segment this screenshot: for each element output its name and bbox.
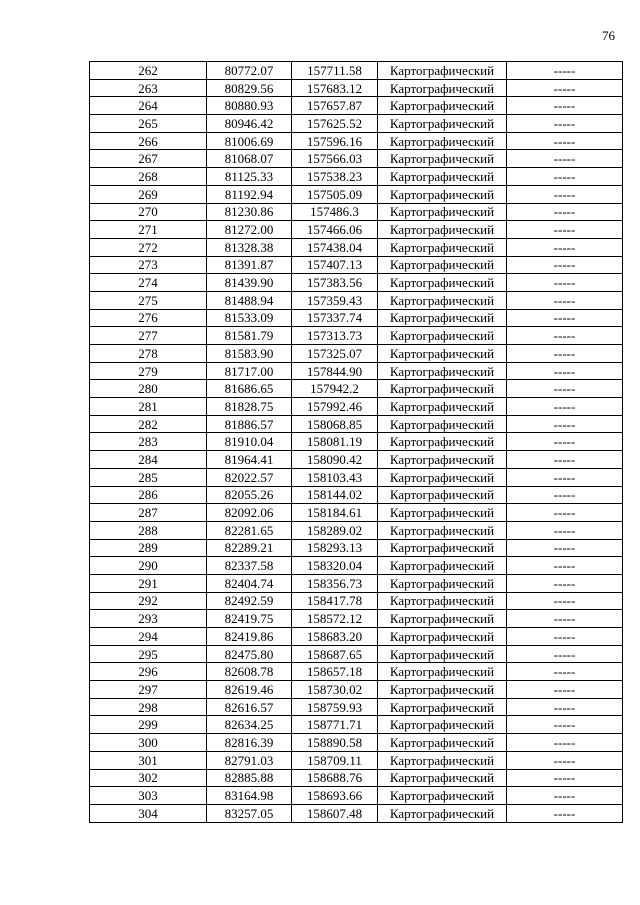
point-number-cell: 293 <box>90 610 207 628</box>
point-number-cell: 296 <box>90 663 207 681</box>
method-cell: Картографический <box>378 398 507 416</box>
y-coordinate-cell: 158320.04 <box>292 557 378 575</box>
y-coordinate-cell: 157942.2 <box>292 380 378 398</box>
method-cell: Картографический <box>378 433 507 451</box>
precision-cell: ----- <box>507 521 623 539</box>
precision-cell: ----- <box>507 681 623 699</box>
point-number-cell: 284 <box>90 451 207 469</box>
precision-cell: ----- <box>507 62 623 80</box>
method-cell: Картографический <box>378 132 507 150</box>
table-row <box>90 539 623 557</box>
x-coordinate-cell: 81230.86 <box>207 203 292 221</box>
precision-cell: ----- <box>507 203 623 221</box>
table-row <box>90 681 623 699</box>
method-cell: Картографический <box>378 504 507 522</box>
table-row <box>90 398 623 416</box>
method-cell: Картографический <box>378 380 507 398</box>
method-cell: Картографический <box>378 362 507 380</box>
point-number-cell: 288 <box>90 521 207 539</box>
method-cell: Картографический <box>378 309 507 327</box>
x-coordinate-cell: 82791.03 <box>207 751 292 769</box>
precision-cell: ----- <box>507 787 623 805</box>
table-row <box>90 504 623 522</box>
method-cell: Картографический <box>378 274 507 292</box>
table-row <box>90 557 623 575</box>
table-row <box>90 734 623 752</box>
point-number-cell: 266 <box>90 132 207 150</box>
method-cell: Картографический <box>378 345 507 363</box>
y-coordinate-cell: 158709.11 <box>292 751 378 769</box>
x-coordinate-cell: 82281.65 <box>207 521 292 539</box>
table-row <box>90 168 623 186</box>
point-number-cell: 270 <box>90 203 207 221</box>
method-cell: Картографический <box>378 645 507 663</box>
x-coordinate-cell: 80772.07 <box>207 62 292 80</box>
precision-cell: ----- <box>507 645 623 663</box>
precision-cell: ----- <box>507 132 623 150</box>
x-coordinate-cell: 81272.00 <box>207 221 292 239</box>
x-coordinate-cell: 81828.75 <box>207 398 292 416</box>
x-coordinate-cell: 81391.87 <box>207 256 292 274</box>
y-coordinate-cell: 157625.52 <box>292 115 378 133</box>
precision-cell: ----- <box>507 557 623 575</box>
x-coordinate-cell: 82634.25 <box>207 716 292 734</box>
precision-cell: ----- <box>507 398 623 416</box>
x-coordinate-cell: 80946.42 <box>207 115 292 133</box>
point-number-cell: 280 <box>90 380 207 398</box>
method-cell: Картографический <box>378 150 507 168</box>
table-row <box>90 574 623 592</box>
table-row <box>90 415 623 433</box>
point-number-cell: 263 <box>90 79 207 97</box>
precision-cell: ----- <box>507 451 623 469</box>
point-number-cell: 295 <box>90 645 207 663</box>
precision-cell: ----- <box>507 663 623 681</box>
x-coordinate-cell: 82337.58 <box>207 557 292 575</box>
table-row <box>90 203 623 221</box>
point-number-cell: 287 <box>90 504 207 522</box>
x-coordinate-cell: 82419.86 <box>207 628 292 646</box>
y-coordinate-cell: 157325.07 <box>292 345 378 363</box>
point-number-cell: 265 <box>90 115 207 133</box>
table-row <box>90 362 623 380</box>
method-cell: Картографический <box>378 574 507 592</box>
table-row <box>90 592 623 610</box>
x-coordinate-cell: 82289.21 <box>207 539 292 557</box>
y-coordinate-cell: 157359.43 <box>292 291 378 309</box>
method-cell: Картографический <box>378 486 507 504</box>
precision-cell: ----- <box>507 628 623 646</box>
table-row <box>90 256 623 274</box>
precision-cell: ----- <box>507 734 623 752</box>
y-coordinate-cell: 158090.42 <box>292 451 378 469</box>
precision-cell: ----- <box>507 769 623 787</box>
x-coordinate-cell: 81717.00 <box>207 362 292 380</box>
method-cell: Картографический <box>378 327 507 345</box>
y-coordinate-cell: 157486.3 <box>292 203 378 221</box>
x-coordinate-cell: 81006.69 <box>207 132 292 150</box>
method-cell: Картографический <box>378 539 507 557</box>
x-coordinate-cell: 82885.88 <box>207 769 292 787</box>
x-coordinate-cell: 82608.78 <box>207 663 292 681</box>
table-row <box>90 380 623 398</box>
y-coordinate-cell: 157383.56 <box>292 274 378 292</box>
x-coordinate-cell: 81583.90 <box>207 345 292 363</box>
precision-cell: ----- <box>507 291 623 309</box>
precision-cell: ----- <box>507 221 623 239</box>
point-number-cell: 303 <box>90 787 207 805</box>
x-coordinate-cell: 81192.94 <box>207 185 292 203</box>
method-cell: Картографический <box>378 681 507 699</box>
y-coordinate-cell: 157683.12 <box>292 79 378 97</box>
point-number-cell: 269 <box>90 185 207 203</box>
y-coordinate-cell: 157844.90 <box>292 362 378 380</box>
precision-cell: ----- <box>507 274 623 292</box>
x-coordinate-cell: 81686.65 <box>207 380 292 398</box>
precision-cell: ----- <box>507 751 623 769</box>
table-row <box>90 433 623 451</box>
table-row <box>90 97 623 115</box>
method-cell: Картографический <box>378 203 507 221</box>
point-number-cell: 278 <box>90 345 207 363</box>
x-coordinate-cell: 82616.57 <box>207 698 292 716</box>
table-row <box>90 309 623 327</box>
method-cell: Картографический <box>378 291 507 309</box>
y-coordinate-cell: 158293.13 <box>292 539 378 557</box>
page-number: 76 <box>602 28 615 43</box>
y-coordinate-cell: 157711.58 <box>292 62 378 80</box>
x-coordinate-cell: 81964.41 <box>207 451 292 469</box>
x-coordinate-cell: 80880.93 <box>207 97 292 115</box>
x-coordinate-cell: 82419.75 <box>207 610 292 628</box>
point-number-cell: 291 <box>90 574 207 592</box>
precision-cell: ----- <box>507 504 623 522</box>
point-number-cell: 297 <box>90 681 207 699</box>
point-number-cell: 267 <box>90 150 207 168</box>
x-coordinate-cell: 81886.57 <box>207 415 292 433</box>
point-number-cell: 268 <box>90 168 207 186</box>
y-coordinate-cell: 158730.02 <box>292 681 378 699</box>
method-cell: Картографический <box>378 256 507 274</box>
y-coordinate-cell: 158759.93 <box>292 698 378 716</box>
table-row <box>90 486 623 504</box>
y-coordinate-cell: 157538.23 <box>292 168 378 186</box>
y-coordinate-cell: 158693.66 <box>292 787 378 805</box>
method-cell: Картографический <box>378 557 507 575</box>
precision-cell: ----- <box>507 327 623 345</box>
table-row <box>90 521 623 539</box>
table-row <box>90 663 623 681</box>
precision-cell: ----- <box>507 168 623 186</box>
point-number-cell: 301 <box>90 751 207 769</box>
precision-cell: ----- <box>507 238 623 256</box>
precision-cell: ----- <box>507 97 623 115</box>
method-cell: Картографический <box>378 62 507 80</box>
point-number-cell: 298 <box>90 698 207 716</box>
x-coordinate-cell: 82475.80 <box>207 645 292 663</box>
y-coordinate-cell: 158081.19 <box>292 433 378 451</box>
point-number-cell: 279 <box>90 362 207 380</box>
y-coordinate-cell: 158688.76 <box>292 769 378 787</box>
method-cell: Картографический <box>378 521 507 539</box>
y-coordinate-cell: 157407.13 <box>292 256 378 274</box>
y-coordinate-cell: 158607.48 <box>292 804 378 822</box>
x-coordinate-cell: 81910.04 <box>207 433 292 451</box>
method-cell: Картографический <box>378 804 507 822</box>
table-row <box>90 645 623 663</box>
method-cell: Картографический <box>378 734 507 752</box>
precision-cell: ----- <box>507 716 623 734</box>
method-cell: Картографический <box>378 451 507 469</box>
table-row <box>90 238 623 256</box>
precision-cell: ----- <box>507 115 623 133</box>
x-coordinate-cell: 81125.33 <box>207 168 292 186</box>
table-row <box>90 804 623 822</box>
method-cell: Картографический <box>378 468 507 486</box>
precision-cell: ----- <box>507 486 623 504</box>
point-number-cell: 277 <box>90 327 207 345</box>
point-number-cell: 264 <box>90 97 207 115</box>
point-number-cell: 289 <box>90 539 207 557</box>
method-cell: Картографический <box>378 221 507 239</box>
y-coordinate-cell: 157466.06 <box>292 221 378 239</box>
precision-cell: ----- <box>507 610 623 628</box>
y-coordinate-cell: 158144.02 <box>292 486 378 504</box>
precision-cell: ----- <box>507 804 623 822</box>
point-number-cell: 294 <box>90 628 207 646</box>
y-coordinate-cell: 157505.09 <box>292 185 378 203</box>
method-cell: Картографический <box>378 610 507 628</box>
x-coordinate-cell: 82404.74 <box>207 574 292 592</box>
y-coordinate-cell: 158103.43 <box>292 468 378 486</box>
precision-cell: ----- <box>507 433 623 451</box>
table-row <box>90 769 623 787</box>
table-row <box>90 716 623 734</box>
x-coordinate-cell: 82092.06 <box>207 504 292 522</box>
precision-cell: ----- <box>507 345 623 363</box>
x-coordinate-cell: 80829.56 <box>207 79 292 97</box>
method-cell: Картографический <box>378 185 507 203</box>
table-row <box>90 221 623 239</box>
x-coordinate-cell: 81439.90 <box>207 274 292 292</box>
y-coordinate-cell: 158683.20 <box>292 628 378 646</box>
point-number-cell: 276 <box>90 309 207 327</box>
y-coordinate-cell: 158184.61 <box>292 504 378 522</box>
y-coordinate-cell: 157992.46 <box>292 398 378 416</box>
coordinates-table-body <box>90 62 623 823</box>
point-number-cell: 282 <box>90 415 207 433</box>
method-cell: Картографический <box>378 698 507 716</box>
precision-cell: ----- <box>507 415 623 433</box>
precision-cell: ----- <box>507 362 623 380</box>
table-row <box>90 787 623 805</box>
y-coordinate-cell: 157657.87 <box>292 97 378 115</box>
precision-cell: ----- <box>507 574 623 592</box>
y-coordinate-cell: 157337.74 <box>292 309 378 327</box>
point-number-cell: 285 <box>90 468 207 486</box>
table-row <box>90 291 623 309</box>
precision-cell: ----- <box>507 185 623 203</box>
table-row <box>90 79 623 97</box>
x-coordinate-cell: 81068.07 <box>207 150 292 168</box>
x-coordinate-cell: 82022.57 <box>207 468 292 486</box>
method-cell: Картографический <box>378 238 507 256</box>
x-coordinate-cell: 81533.09 <box>207 309 292 327</box>
method-cell: Картографический <box>378 751 507 769</box>
table-row <box>90 468 623 486</box>
x-coordinate-cell: 82055.26 <box>207 486 292 504</box>
y-coordinate-cell: 158417.78 <box>292 592 378 610</box>
y-coordinate-cell: 158771.71 <box>292 716 378 734</box>
point-number-cell: 292 <box>90 592 207 610</box>
precision-cell: ----- <box>507 468 623 486</box>
point-number-cell: 304 <box>90 804 207 822</box>
point-number-cell: 300 <box>90 734 207 752</box>
method-cell: Картографический <box>378 415 507 433</box>
precision-cell: ----- <box>507 256 623 274</box>
y-coordinate-cell: 158356.73 <box>292 574 378 592</box>
x-coordinate-cell: 81488.94 <box>207 291 292 309</box>
precision-cell: ----- <box>507 79 623 97</box>
method-cell: Картографический <box>378 716 507 734</box>
method-cell: Картографический <box>378 769 507 787</box>
x-coordinate-cell: 82619.46 <box>207 681 292 699</box>
precision-cell: ----- <box>507 150 623 168</box>
y-coordinate-cell: 157438.04 <box>292 238 378 256</box>
method-cell: Картографический <box>378 787 507 805</box>
y-coordinate-cell: 158289.02 <box>292 521 378 539</box>
point-number-cell: 274 <box>90 274 207 292</box>
precision-cell: ----- <box>507 539 623 557</box>
table-row <box>90 274 623 292</box>
point-number-cell: 272 <box>90 238 207 256</box>
point-number-cell: 275 <box>90 291 207 309</box>
x-coordinate-cell: 82492.59 <box>207 592 292 610</box>
x-coordinate-cell: 81328.38 <box>207 238 292 256</box>
table-row <box>90 610 623 628</box>
method-cell: Картографический <box>378 628 507 646</box>
point-number-cell: 302 <box>90 769 207 787</box>
precision-cell: ----- <box>507 698 623 716</box>
method-cell: Картографический <box>378 115 507 133</box>
table-row <box>90 185 623 203</box>
table-row <box>90 628 623 646</box>
table-row <box>90 698 623 716</box>
table-row <box>90 132 623 150</box>
method-cell: Картографический <box>378 79 507 97</box>
x-coordinate-cell: 83164.98 <box>207 787 292 805</box>
precision-cell: ----- <box>507 380 623 398</box>
precision-cell: ----- <box>507 592 623 610</box>
table-row <box>90 327 623 345</box>
coordinates-table <box>89 61 623 823</box>
method-cell: Картографический <box>378 592 507 610</box>
table-row <box>90 115 623 133</box>
y-coordinate-cell: 158687.65 <box>292 645 378 663</box>
table-row <box>90 451 623 469</box>
y-coordinate-cell: 158890.58 <box>292 734 378 752</box>
method-cell: Картографический <box>378 168 507 186</box>
table-row <box>90 62 623 80</box>
x-coordinate-cell: 82816.39 <box>207 734 292 752</box>
y-coordinate-cell: 157596.16 <box>292 132 378 150</box>
table-row <box>90 150 623 168</box>
y-coordinate-cell: 158657.18 <box>292 663 378 681</box>
point-number-cell: 262 <box>90 62 207 80</box>
point-number-cell: 273 <box>90 256 207 274</box>
point-number-cell: 299 <box>90 716 207 734</box>
y-coordinate-cell: 158068.85 <box>292 415 378 433</box>
table-row <box>90 751 623 769</box>
point-number-cell: 271 <box>90 221 207 239</box>
point-number-cell: 286 <box>90 486 207 504</box>
method-cell: Картографический <box>378 97 507 115</box>
y-coordinate-cell: 157313.73 <box>292 327 378 345</box>
y-coordinate-cell: 158572.12 <box>292 610 378 628</box>
x-coordinate-cell: 83257.05 <box>207 804 292 822</box>
point-number-cell: 281 <box>90 398 207 416</box>
point-number-cell: 283 <box>90 433 207 451</box>
table-row <box>90 345 623 363</box>
point-number-cell: 290 <box>90 557 207 575</box>
y-coordinate-cell: 157566.03 <box>292 150 378 168</box>
method-cell: Картографический <box>378 663 507 681</box>
x-coordinate-cell: 81581.79 <box>207 327 292 345</box>
precision-cell: ----- <box>507 309 623 327</box>
